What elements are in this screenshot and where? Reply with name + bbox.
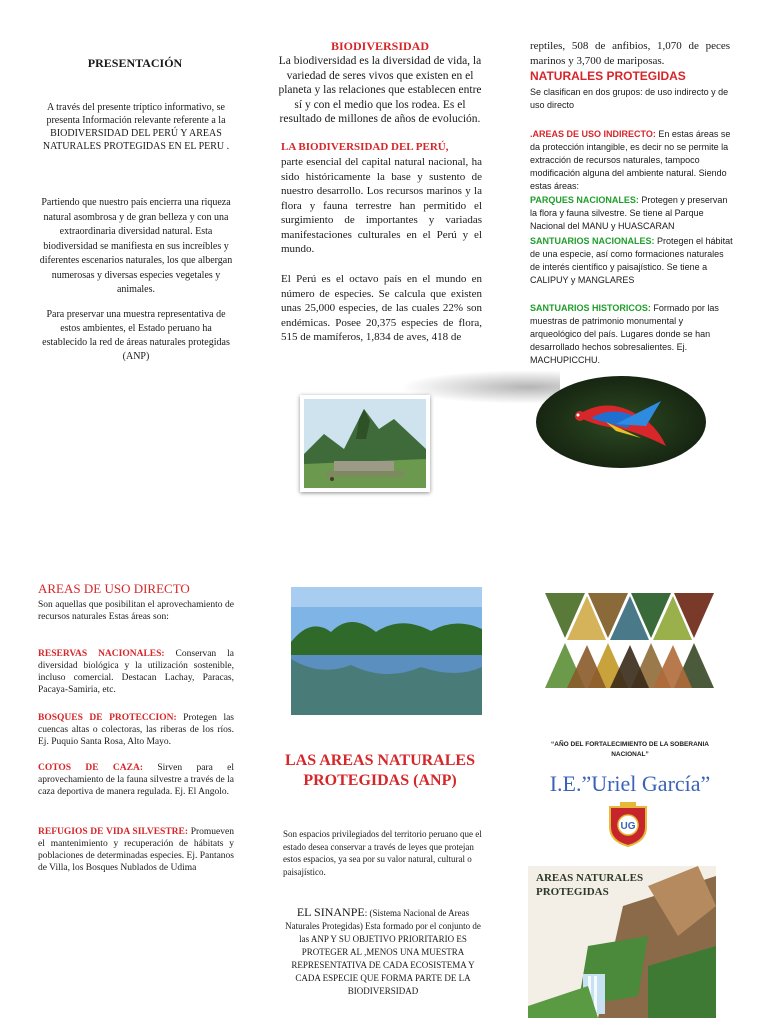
biodiversidad-para3: El Perú es el octavo país en el mundo en número de especies. Se calcula que existen unas 25,000 especies, de las cuales 22% son endémicas. Posee 20,375 especies de flora, 515 de mamíferos, 1,834 de aves, 418 de bbox=[281, 273, 482, 343]
school-crest bbox=[606, 801, 650, 847]
biodiversidad-title: BIODIVERSIDAD bbox=[330, 39, 430, 53]
parques-nacionales-text: Protegen y preservan la flora y fauna silvestre. Se tiene al Parque Nacional del MANU y HUASCARAN bbox=[530, 195, 728, 231]
cotos-caza-block bbox=[38, 762, 234, 798]
presentacion-para1: A través del presente tríptico informativo, se presenta Información relevante referente a la BIODIVERSIDAD DEL PERÚ Y AREAS NATURALES PROTEGIDAS EN EL PERU . bbox=[42, 102, 230, 152]
uso-indirecto-text: En estas áreas se da protección intangible, es decir no se permite la extracción de recursos naturales, tampoco modificación alguna del ambiente natural. Siendo estas áreas: bbox=[530, 129, 731, 191]
machu-picchu-photo bbox=[300, 395, 430, 492]
river-image bbox=[291, 587, 482, 715]
parques-nacionales-block bbox=[530, 194, 734, 233]
santuarios-historicos-text: Formado por las muestras de patrimonio monumental y arqueológico del país. Lugares donde se han desarrollado hechos sobresalientes. Ej. MACHUPICCHU. bbox=[530, 303, 719, 365]
year-motto: “AÑO DEL FORTALECIMIENTO DE LA SOBERANIA NACIONAL” bbox=[551, 741, 709, 758]
santuarios-nacionales-label: SANTUARIOS NACIONALES: bbox=[530, 236, 655, 246]
refugios-vida-block bbox=[38, 826, 234, 874]
refugios-vida-label: REFUGIOS DE VIDA SILVESTRE: bbox=[38, 827, 189, 837]
presentacion-title: PRESENTACIÓN bbox=[87, 56, 183, 70]
macaw-photo bbox=[536, 376, 706, 468]
collage-image bbox=[540, 588, 718, 700]
anp-description: Son espacios privilegiados del territorio peruano que el estado desea conservar a través de leyes que protejan estos espacios, ya sea por su valor natural, cultural o paisajístico. bbox=[283, 829, 482, 877]
presentacion-para2: Partiendo que nuestro país encierra una riqueza natural asombrosa y de gran belleza y con una extraordinaria diversidad natural. Esta biodiversidad se manifiesta en sus increíbles y diferentes escenarios naturales, los que albergan numerosas y diversas especies vegetales y animales. bbox=[39, 197, 233, 295]
uso-directo-title: AREAS DE USO DIRECTO bbox=[38, 581, 190, 596]
biodiversidad-para2: parte esencial del capital natural nacional, ha sido históricamente la base y sustento de nuestro desarrollo. Los recursos marinos y la flora y fauna terrestre han permitido el surgimiento de importantes y variadas manifestaciones culturales en el Perú y el mundo. bbox=[281, 156, 482, 255]
reservas-nacionales-text: Conservan la diversidad biológica y la utilización sostenible, incluso comercial. Destacan Lachay, Paracas, Pacaya-Samiria, etc. bbox=[38, 649, 234, 695]
species-continuation: reptiles, 508 de anfibios, 1,070 de peces marinos y 3,700 de mariposas. bbox=[530, 40, 730, 67]
anp-title: LAS AREAS NATURALES PROTEGIDAS (ANP) bbox=[285, 752, 475, 789]
school-name: I.E.”Uriel García” bbox=[549, 771, 711, 796]
parques-nacionales-label: PARQUES NACIONALES: bbox=[530, 195, 639, 205]
reservas-nacionales-label: RESERVAS NACIONALES: bbox=[38, 649, 165, 659]
cotos-caza-label: COTOS DE CAZA: bbox=[38, 763, 144, 773]
uso-indirecto-block bbox=[530, 128, 734, 193]
biodiversidad-para1: La biodiversidad es la diversidad de vida, la variedad de seres vivos que existen en el planeta y las relaciones que establecen entre sí y con el medio que los rodea. Es el resultado de millones de años de evolución. bbox=[278, 55, 482, 125]
clasificacion-intro: Se clasifican en dos grupos: de uso indirecto y de uso directo bbox=[530, 87, 729, 110]
sinanpe-text: : (Sistema Nacional de Areas Naturales Protegidas) Esta formado por el conjunto de las ANP Y SU OBJETIVO PRIORITARIO ES PROTEGER AL ,MENOS UNA MUESTRA REPRESENTATIVA DE CADA ECOSISTEMA Y CADA ESPECIE QUE FORMA PARTE DE LA BIODIVERSIDAD bbox=[285, 908, 481, 996]
anp-book-cover bbox=[528, 866, 716, 1018]
uso-indirecto-title: .AREAS DE USO INDIRECTO: bbox=[530, 129, 656, 139]
river-photo bbox=[291, 587, 482, 715]
sinanpe-block bbox=[283, 906, 483, 998]
biodiversidad-peru-subtitle: LA BIODIVERSIDAD DEL PERÚ, bbox=[281, 141, 449, 153]
macaw-image bbox=[536, 376, 706, 468]
crest-icon bbox=[606, 801, 650, 847]
bosques-proteccion-label: BOSQUES DE PROTECCION: bbox=[38, 713, 177, 723]
santuarios-historicos-block bbox=[530, 302, 734, 367]
reservas-nacionales-block bbox=[38, 648, 234, 696]
sinanpe-label: EL SINANPE bbox=[296, 905, 365, 919]
uso-directo-intro: Son aquellas que posibilitan el aprovechamiento de recursos naturales Estas áreas son: bbox=[38, 600, 234, 622]
santuarios-nacionales-block bbox=[530, 235, 734, 287]
cotos-caza-text: Sirven para el aprovechamiento de la fauna silvestre a través de la caza deportiva de manera regulada. Ej. El Angolo. bbox=[38, 763, 234, 797]
refugios-vida-text: Promueven el mantenimiento y recuperación de hábitats y poblaciones de determinadas especies. Ej. Pantanos de Villa, los Bosques Nublados de Udima bbox=[38, 827, 235, 873]
bosques-proteccion-text: Protegen las cuencas altas o colectoras, las riberas de los ríos. Ej. Puquio Santa Rosa, Alto Mayo. bbox=[38, 713, 234, 747]
presentacion-para3: Para preservar una muestra representativa de estos ambientes, el Estado peruano ha establecido la red de áreas naturales protegidas (ANP) bbox=[42, 309, 230, 362]
biodiversity-collage bbox=[540, 588, 718, 700]
book-cover-title: AREAS NATURALES PROTEGIDAS bbox=[536, 872, 644, 898]
santuarios-historicos-label: SANTUARIOS HISTORICOS: bbox=[530, 303, 651, 313]
crest-letters: UG bbox=[620, 821, 636, 832]
bosques-proteccion-block bbox=[38, 712, 234, 748]
santuarios-nacionales-text: Protegen el hábitat de una especie, así como formaciones naturales de interés científico y paisajístico. Se tiene a CALIPUY y MANGLARES bbox=[530, 236, 733, 285]
naturales-protegidas-heading: NATURALES PROTEGIDAS bbox=[530, 69, 686, 83]
machu-picchu-image bbox=[304, 399, 426, 488]
